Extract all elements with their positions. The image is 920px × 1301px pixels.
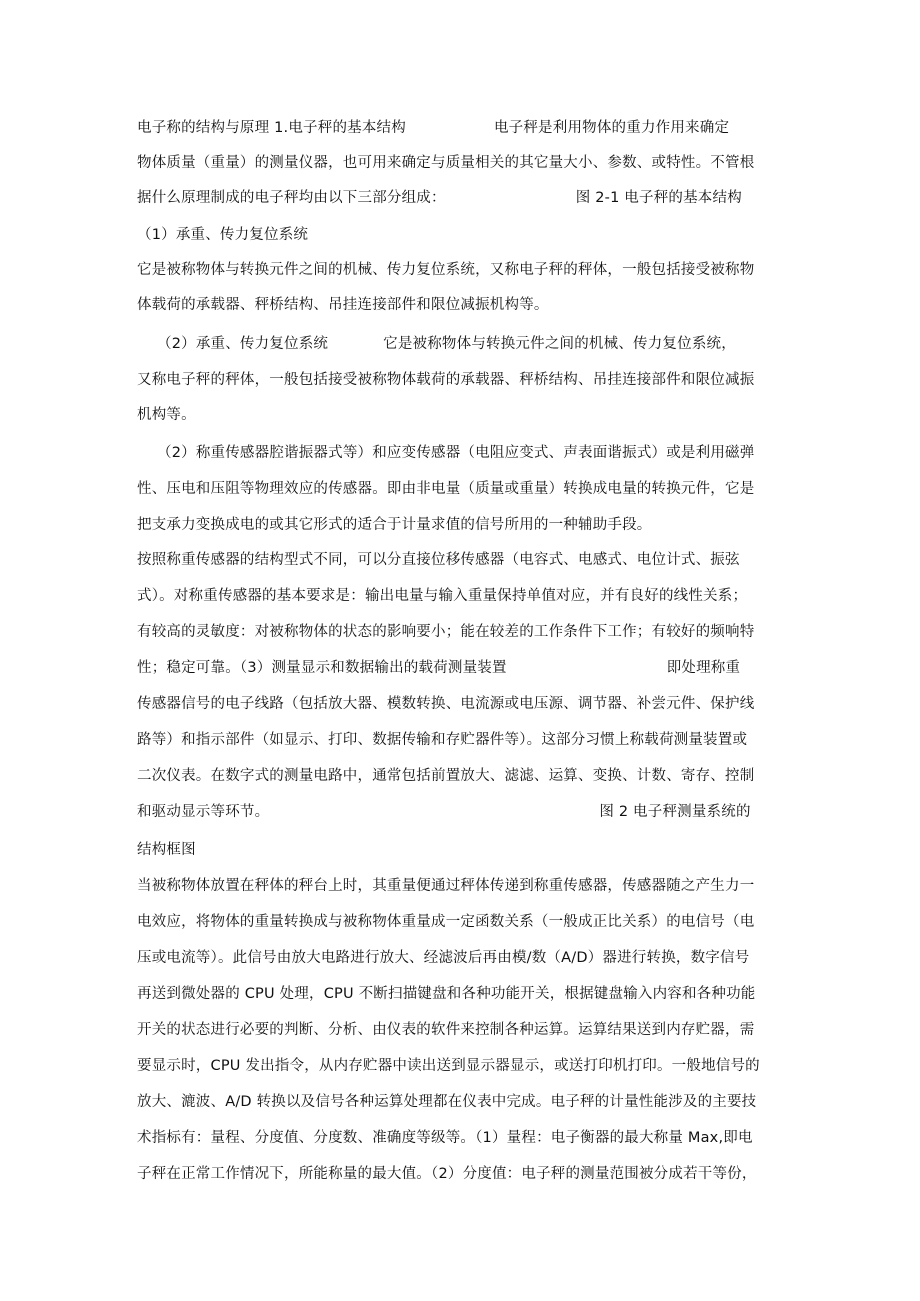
text-line	[137, 622, 797, 642]
text-segment: 电子称的结构与原理 1.电子秤的基本结构	[137, 120, 406, 136]
text-line	[137, 984, 797, 1004]
text-segment: 术指标有：量程、分度值、分度数、准确度等级等。（1）量程：电子衡器的最大称量 Max,即电	[137, 1130, 753, 1146]
text-segment: 机构等。	[137, 407, 196, 423]
text-segment: 电效应，将物体的重量转换成与被称物体重量成一定函数关系（一般成正比关系）的电信号（电	[137, 914, 755, 930]
text-line	[157, 334, 817, 354]
text-line	[137, 550, 797, 570]
text-line	[137, 802, 797, 822]
text-segment: 二次仪表。在数字式的测量电路中，通常包括前置放大、滤滤、运算、变换、计数、寄存、控制	[137, 768, 755, 784]
text-segment: 它是被称物体与转换元件之间的机械、传力复位系统，又称电子秤的秤体，一般包括接受被称物	[137, 262, 755, 278]
text-segment: 即处理称重	[666, 660, 741, 676]
text-line	[137, 912, 797, 932]
text-segment: 按照称重传感器的结构型式不同，可以分直接位移传感器（电容式、电感式、电位计式、振弦	[137, 552, 740, 568]
text-segment: 放大、漉波、A/D 转换以及信号各种运算处理都在仪表中完成。电子秤的计量性能涉及的主要技	[137, 1094, 757, 1110]
text-segment: 开关的状态进行必要的判断、分析、由仪表的软件来控制各种运算。运算结果送到内存贮器，需	[137, 1022, 755, 1038]
text-line	[137, 405, 797, 425]
text-segment: 性、压电和压阻等物理效应的传感器。即由非电量（质量或重量）转换成电量的转换元件，它是	[137, 481, 755, 497]
text-segment: 据什么原理制成的电子秤均由以下三部分组成：	[137, 190, 446, 206]
text-segment: 体载荷的承载器、秤桥结构、吊挂连接部件和限位减振机构等。	[137, 297, 549, 313]
text-segment: 再送到微处器的 CPU 处理，CPU 不断扫描键盘和各种功能开关，根据键盘输入内容和各种功能	[137, 986, 756, 1002]
text-line	[137, 1020, 797, 1040]
text-segment: 路等）和指示部件（如显示、打印、数据传输和存贮器件等）。这部分习惯上称载荷测量装置或	[137, 732, 748, 748]
text-line	[137, 766, 797, 786]
text-segment: 把支承力变换成电的或其它形式的适合于计量求值的信号所用的一种辅助手段。	[137, 517, 652, 533]
text-line	[137, 118, 797, 138]
text-line	[137, 370, 797, 390]
text-line	[137, 840, 797, 860]
text-line	[137, 515, 797, 535]
text-line	[137, 260, 797, 280]
text-line	[137, 876, 797, 896]
figure-caption: 图 2-1 电子秤的基本结构	[575, 190, 742, 206]
text-segment: 结构框图	[137, 842, 196, 858]
text-line	[137, 694, 797, 714]
text-segment: （2）称重传感器腔谐振器式等）和应变传感器（电阻应变式、声表面谐振式）或是利用磁弹	[157, 445, 755, 461]
text-segment: 子秤在正常工作情况下，所能称量的最大值。（2）分度值：电子秤的测量范围被分成若干等份，	[137, 1166, 757, 1182]
text-line	[137, 188, 797, 208]
figure-caption: 图 2 电子秤测量系统的	[599, 804, 751, 820]
text-segment: （2）承重、传力复位系统	[157, 336, 329, 352]
text-segment: 式）。对称重传感器的基本要求是：输出电量与输入重量保持单值对应，并有良好的线性关系；	[137, 588, 748, 604]
text-line	[137, 730, 797, 750]
text-line	[137, 1164, 797, 1184]
text-segment: 要显示时，CPU 发出指令，从内存贮器中读出送到显示器显示，或送打印机打印。一般地信号的	[137, 1058, 760, 1074]
text-segment: 传感器信号的电子线路（包括放大器、模数转换、电流源或电压源、调节器、补尝元件、保护线	[137, 696, 755, 712]
text-line	[137, 658, 797, 678]
text-segment: 压或电流等）。此信号由放大电路进行放大、经滤波后再由模/数（A/D）器进行转换，数字信号	[137, 950, 750, 966]
text-segment: 又称电子秤的秤体，一般包括接受被称物体载荷的承载器、秤桥结构、吊挂连接部件和限位减振	[137, 372, 755, 388]
text-line	[137, 295, 797, 315]
text-line	[157, 443, 817, 463]
text-segment: 性；稳定可靠。（3）测量显示和数据输出的载荷测量装置	[137, 660, 507, 676]
text-segment: 有较高的灵敏度：对被称物体的状态的影响要小；能在较差的工作条件下工作；有较好的频响特	[137, 624, 755, 640]
text-line	[137, 1092, 797, 1112]
section-heading	[137, 225, 797, 245]
text-line	[137, 1128, 797, 1148]
text-segment: 物体质量（重量）的测量仪器，也可用来确定与质量相关的其它量大小、参数、或特性。不管根	[137, 155, 755, 171]
text-line	[137, 153, 797, 173]
text-line	[137, 479, 797, 499]
text-line	[137, 948, 797, 968]
text-segment: 电子秤是利用物体的重力作用来确定	[493, 120, 730, 136]
text-line	[137, 1056, 797, 1076]
text-segment: 和驱动显示等环节。	[137, 804, 270, 820]
text-segment: （1）承重、传力复位系统	[137, 227, 309, 243]
text-segment: 当被称物体放置在秤体的秤台上时，其重量便通过秤体传递到称重传感器，传感器随之产生力一	[137, 878, 755, 894]
text-line	[137, 586, 797, 606]
text-segment: 它是被称物体与转换元件之间的机械、传力复位系统，	[383, 336, 736, 352]
